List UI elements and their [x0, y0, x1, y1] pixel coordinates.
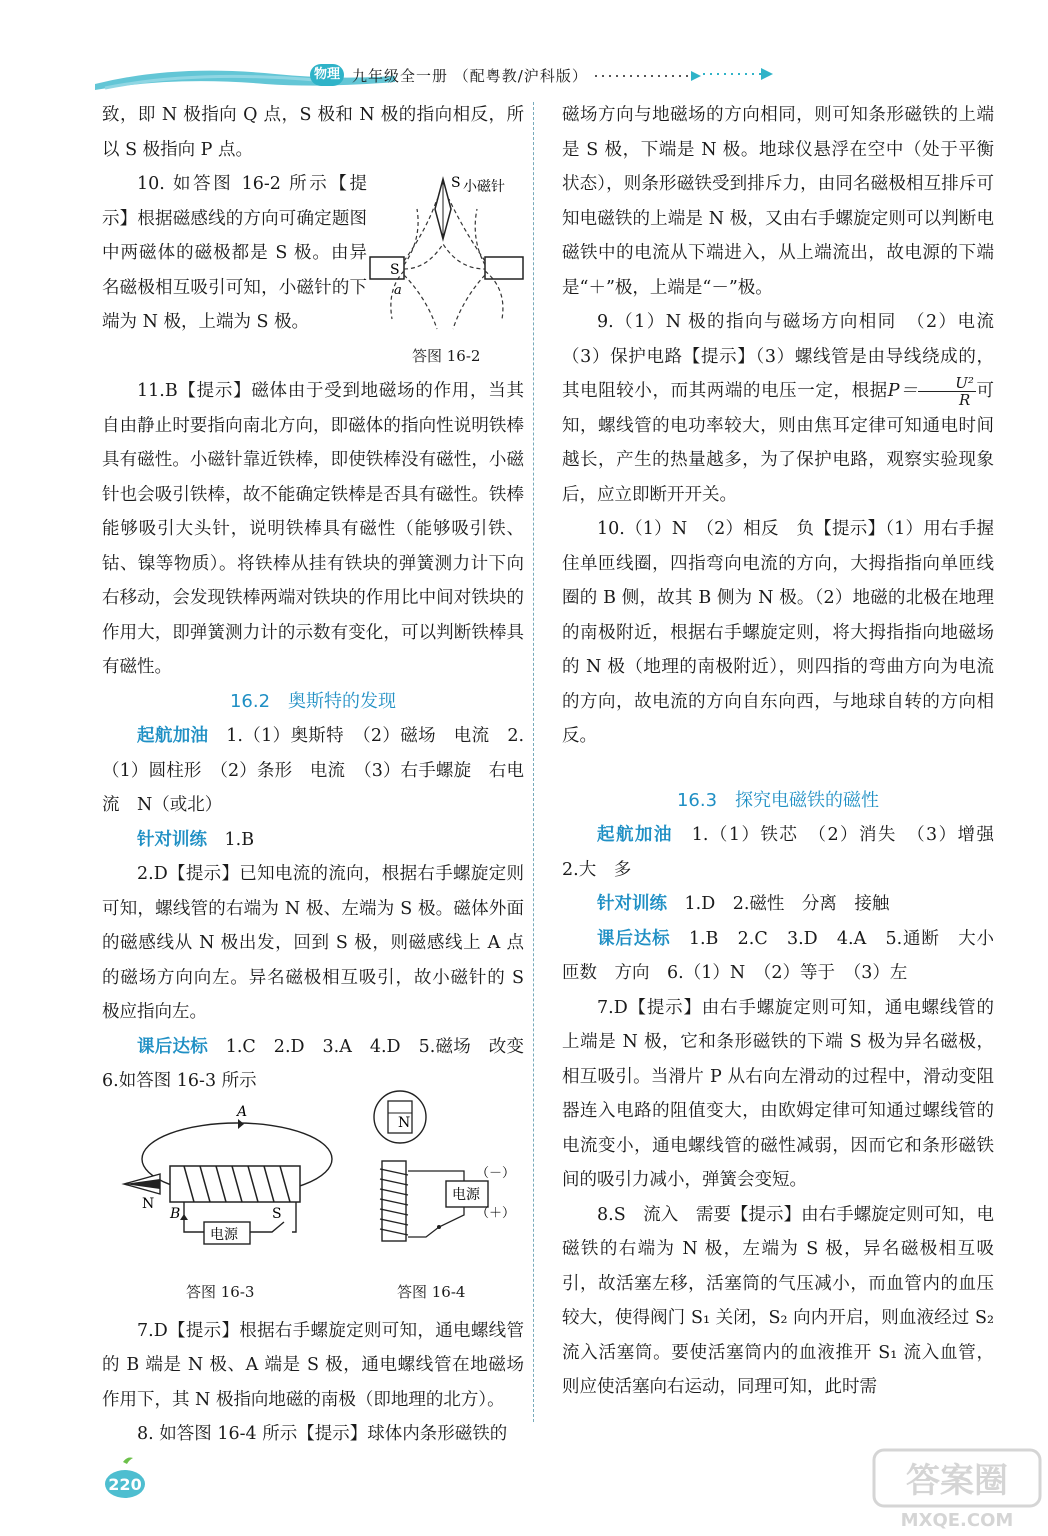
left-kehou-answers: 1.C 2.D 3.A 4.D 5.磁场 改变 6.如答图 16-3 所示	[102, 1036, 542, 1091]
left-column	[102, 98, 542, 1452]
right-kehou-label: 课后达标	[597, 928, 671, 949]
left-qihang-answers: 1.（1）奥斯特 （2）磁场 电流 2.（1）圆柱形 （2）条形 电流 （3）右手螺旋 右电流 N（或北）	[102, 726, 525, 815]
right-q9-part-a: 9.（1）N 极的指向与磁场方向相同 （2）电流 （3）保护电路【提示】（3）螺线管是由导线绕成的，其电阻较小，而其两端的电压一定，根据	[562, 312, 1012, 401]
formula-denominator: R	[958, 391, 971, 409]
right-qihang-label: 起航加油	[597, 825, 673, 845]
fig164-caption: 答图 16-4	[397, 1282, 466, 1301]
figure-16-4	[364, 1089, 534, 1264]
figure-16-3	[112, 1104, 342, 1264]
fig163-N-label: N	[142, 1195, 155, 1212]
section-16-2-heading: 16.2 奥斯特的发现	[229, 690, 397, 712]
figures-16-3-16-4	[102, 1099, 524, 1314]
right-zhendui-answers: 1.D 2.磁性 分离 接触	[684, 894, 890, 914]
fig163-A-label: A	[237, 1103, 248, 1120]
formula-numerator: U²	[918, 375, 976, 392]
q10-block	[102, 167, 524, 374]
fig163-power-label: 电源	[210, 1226, 238, 1243]
fig164-plus-label: （＋）	[476, 1205, 516, 1221]
right-zhendui-label: 针对训练	[597, 894, 667, 914]
right-q9-text	[562, 305, 1012, 512]
page-number: 220	[108, 1475, 142, 1494]
right-q8-text: 8.S 流入 需要【提示】由右手螺旋定则可知，电磁铁的右端为 N 极，左端为 S 极，异名磁极相互吸引，故活塞左移，活塞筒的气压减小，而血管内的血压较大，使得阀门 S₁ 关闭，S₂ 向内开启，则血液经过 S₂ 流入活塞筒。要使活塞筒内的血液推开 S₁ 流入血管，则应使活塞向右运动，同理可知，此时需	[562, 1204, 994, 1397]
fig162-needle-label: 小磁针	[463, 179, 505, 195]
q10-text: 10. 如答图 16-2 所示【提示】根据磁感线的方向可确定题图中两磁体的磁极都是 S 极。由异名磁极相互吸引可知，小磁针的下端为 N 极，上端为 S 极。	[102, 174, 367, 332]
svg-text:MXQE.COM: MXQE.COM	[900, 1510, 1014, 1531]
watermark-logo	[872, 1448, 1042, 1532]
left-zhendui-q2: 2.D【提示】已知电流的流向，根据右手螺旋定则可知，螺线管的右端为 N 极、左端为 S 极。磁体外面的磁感线从 N 极出发，回到 S 极，则磁感线上 A 点的磁场方向向左。异名磁极相互吸引，故小磁针的 S 极应指向左。	[102, 864, 524, 1022]
left-continued-text: 致，即 N 极指向 Q 点，S 极和 N 极的指向相反，所以 S 极指向 P 点。	[102, 105, 524, 160]
left-zhendui-answers: 1.B	[224, 829, 255, 850]
right-continued-text: 磁场方向与地磁场的方向相同，则可知条形磁铁的上端是 S 极，下端是 N 极。地球仪悬浮在空中（处于平衡状态），则条形磁铁受到排斥力，由同名磁极相互排斥可知电磁铁的上端是 N 极，又由右手螺旋定则可以判断电磁铁中的电流从下端进入，从上端流出，故电源的下端是“＋”极，上端是“－”极。	[562, 105, 994, 298]
right-q9-part-b: 可知，螺线管的电功率较大，则由焦耳定律可知通电时间越长，产生的热量越多，为了保护电路，观察实验现象后，应立即断开开关。	[562, 381, 995, 505]
formula-P: P＝	[887, 381, 919, 401]
left-kehou-label: 课后达标	[137, 1036, 208, 1057]
fig163-B-label: B	[170, 1205, 181, 1222]
right-q10-text: 10.（1）N （2）相反 负【提示】（1）用右手握住单匝线圈，四指弯向电流的方向，大拇指指向单匝线圈的 B 侧，故其 B 侧为 N 极。（2）地磁的北极在地理的南极附近，根据右手螺旋定则，将大拇指指向地磁场的 N 极（地理的南极附近），则四指的弯曲方向为电流的方向，故电流的方向自东向西，与地球自转的方向相反。	[562, 519, 994, 746]
left-qihang-label: 起航加油	[137, 726, 209, 746]
fig163-caption: 答图 16-3	[186, 1282, 255, 1301]
right-qihang-answers: 1.（1）铁芯 （2）消失 （3）增强 2.大 多	[562, 825, 1012, 880]
page-header	[95, 58, 695, 98]
right-kehou-answers: 1.B 2.C 3.D 4.A 5.通断 大小 匝数 方向 6.（1）N （2）等于 （3）左	[562, 928, 1012, 983]
page-number-badge	[103, 1456, 149, 1500]
header-swoosh-decoration	[95, 62, 395, 92]
header-dots-arrow-decoration	[595, 68, 785, 84]
figure-16-2	[367, 169, 527, 339]
formula-fraction	[918, 375, 976, 408]
book-title: 九年级全一册 （配粤教/沪科版）	[352, 67, 588, 85]
fig163-S-label: S	[272, 1205, 282, 1222]
leaf-icon	[123, 1458, 133, 1465]
fig162-caption: 答图 16-2	[412, 347, 481, 365]
svg-text:答案圈: 答案圈	[906, 1461, 1008, 1501]
fig162-a-label: a	[394, 283, 402, 298]
left-q8-text: 8. 如答图 16-4 所示【提示】球体内条形磁铁的	[137, 1424, 508, 1444]
fig162-S-label: S	[451, 175, 461, 191]
right-q7-text: 7.D【提示】由右手螺旋定则可知，通电螺线管的上端是 N 极，它和条形磁铁的下端 S 极为异名磁极，相互吸引。当滑片 P 从右向左滑动的过程中，滑动变阻器连入电路的阻值变大，由欧姆定律可知通过螺线管的电流变小，通电螺线管的磁性减弱，因而它和条形磁铁间的吸引力减小，弹簧会变短。	[562, 997, 994, 1190]
fig164-N-label: N	[398, 1114, 411, 1131]
q11-text: 11.B【提示】磁体由于受到地磁场的作用，当其自由静止时要指向南北方向，即磁体的指向性说明铁棒具有磁性。小磁针靠近铁棒，即使铁棒没有磁性，小磁针也会吸引铁棒，故不能确定铁棒是否具有磁性。铁棒能够吸引大头针，说明铁棒具有磁性（能够吸引铁、钴、镍等物质）。将铁棒从挂有铁块的弹簧测力计下向右移动，会发现铁棒两端对铁块的作用比中间对铁块的作用大，即弹簧测力计的示数有变化，可以判断铁棒具有磁性。	[102, 381, 524, 677]
left-q7-text: 7.D【提示】根据右手螺旋定则可知，通电螺线管的 B 端是 N 极、A 端是 S 极，通电螺线管在地磁场作用下，其 N 极指向地磁的南极（即地理的北方）。	[102, 1320, 524, 1410]
fig164-minus-label: （－）	[476, 1165, 516, 1181]
section-16-3-heading: 16.3 探究电磁铁的磁性	[676, 789, 880, 811]
fig162-S-left-label: S	[390, 262, 400, 278]
fig164-power-label: 电源	[452, 1186, 480, 1203]
right-column	[562, 98, 1012, 1405]
left-zhendui-label: 针对训练	[137, 829, 207, 850]
subject-tag: 物理	[310, 64, 344, 86]
